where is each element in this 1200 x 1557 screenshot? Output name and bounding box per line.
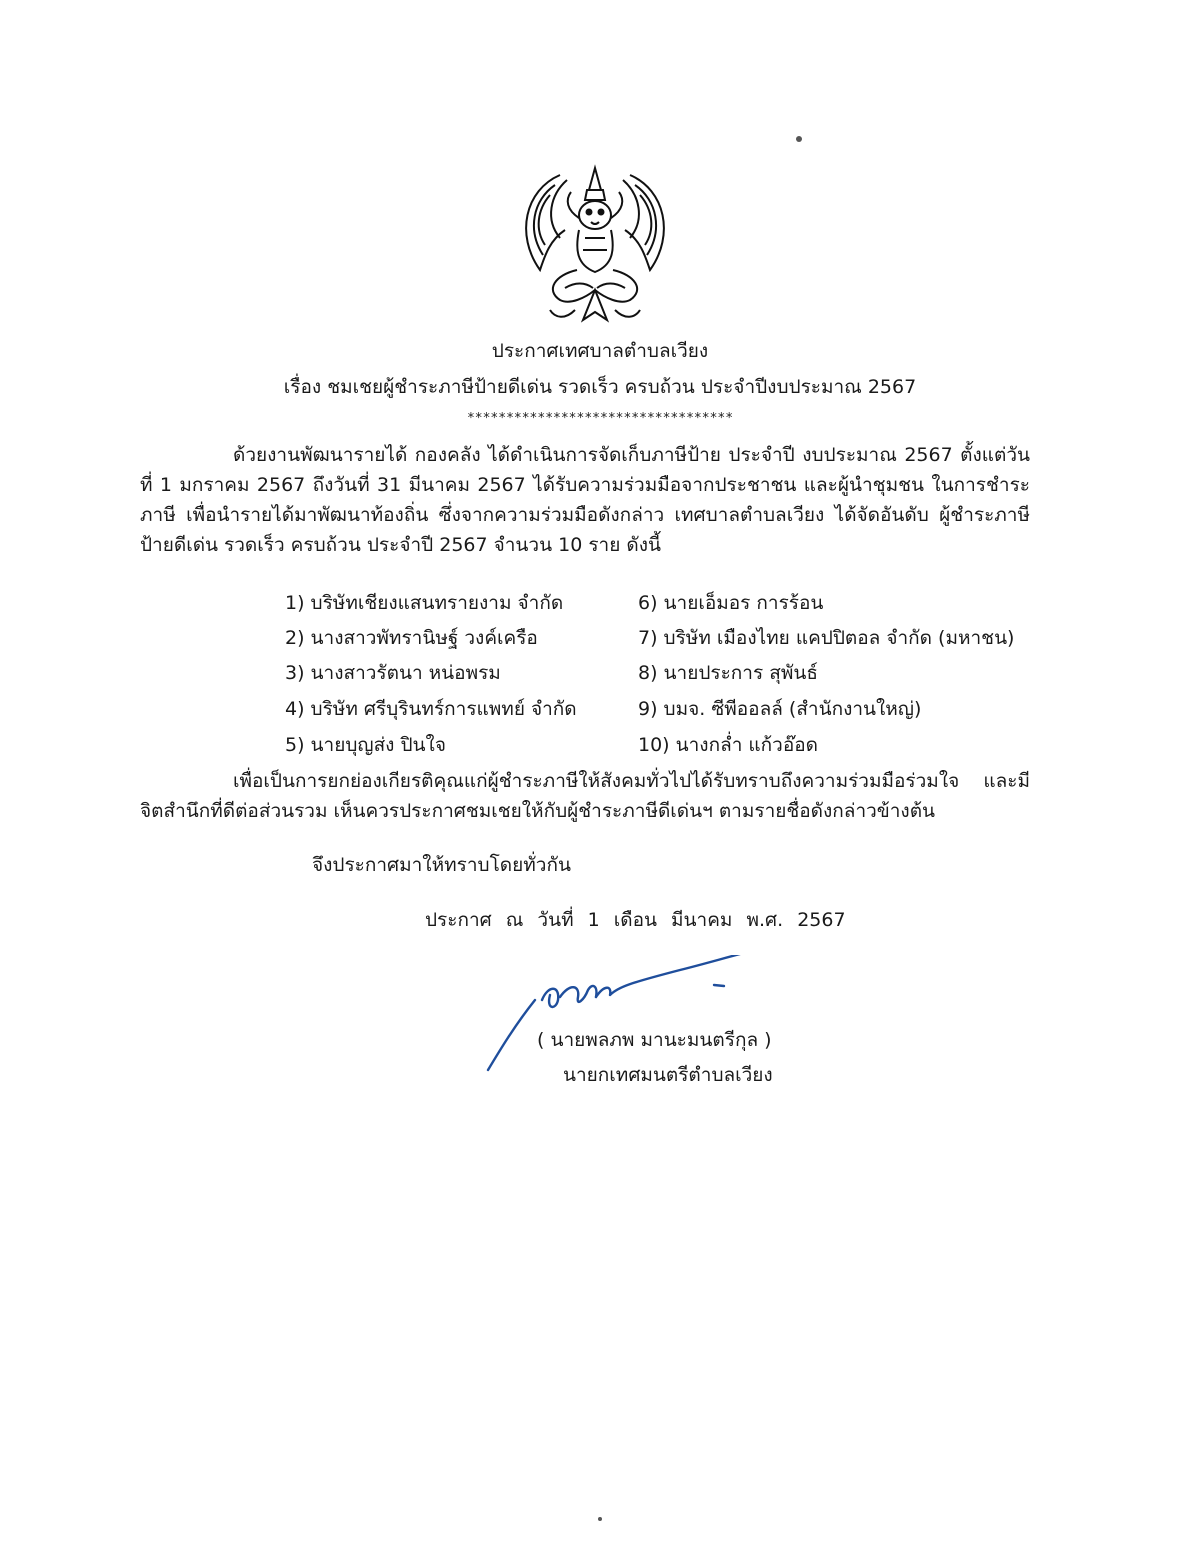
list-item: 1) บริษัทเชียงแสนทรายงาม จำกัด: [285, 592, 564, 614]
list-item: 7) บริษัท เมืองไทย แคปปิตอล จำกัด (มหาชน): [638, 627, 1015, 649]
recognition-paragraph: เพื่อเป็นการยกย่องเกียรติคุณแก่ผู้ชำระภาษีให้สังคมทั่วไปได้รับทราบถึงความร่วมมือร่วมใจ และมีจิตสำนึกที่ดีต่อส่วนรวม เห็นควรประกาศชมเชยให้กับผู้ชำระภาษีดีเด่นฯ ตามรายชื่อดังกล่าวข้างต้น: [140, 770, 1030, 822]
list-item: 10) นางกล่ำ แก้วอ๊อด: [638, 734, 818, 756]
list-item: 5) นายบุญส่ง ปินใจ: [285, 734, 446, 756]
list-item: 2) นางสาวพัทรานิษฐ์ วงค์เครือ: [285, 627, 538, 649]
list-item: 6) นายเอ็มอร การร้อน: [638, 592, 824, 614]
scan-speck: [796, 136, 802, 142]
scan-speck: [598, 1517, 602, 1521]
list-item: 9) บมจ. ซีพีออลล์ (สำนักงานใหญ่): [638, 698, 922, 720]
list-item: 3) นางสาวรัตนา หน่อพรม: [285, 662, 501, 684]
announcement-date: ประกาศ ณ วันที่ 1 เดือน มีนาคม พ.ศ. 2567: [425, 909, 846, 931]
signatory-name: ( นายพลภพ มานะมนตรีกุล ): [537, 1029, 772, 1051]
list-item: 8) นายประการ สุพันธ์: [638, 662, 818, 684]
intro-paragraph: ด้วยงานพัฒนารายได้ กองคลัง ได้ดำเนินการจัดเก็บภาษีป้าย ประจำปี งบประมาณ 2567 ตั้งแต่วันที่ 1 มกราคม 2567 ถึงวันที่ 31 มีนาคม 2567 ได้รับความร่วมมือจากประชาชน และผู้นำชุมชน ในการชำระภาษี เพื่อนำรายได้มาพัฒนาท้องถิ่น ซึ่งจากความร่วมมือดังกล่าว เทศบาลตำบลเวียง ได้จัดอันดับ ผู้ชำระภาษีป้ายดีเด่น รวดเร็ว ครบถ้วน ประจำปี 2567 จำนวน 10 ราย ดังนี้: [140, 444, 1030, 556]
announcement-subject: เรื่อง ชมเชยผู้ชำระภาษีป้ายดีเด่น รวดเร็ว ครบถ้วน ประจำปีงบประมาณ 2567: [283, 376, 917, 398]
list-item: 4) บริษัท ศรีบุรินทร์การแพทย์ จำกัด: [285, 698, 577, 720]
garuda-emblem-icon: [505, 160, 685, 340]
closing-statement: จึงประกาศมาให้ทราบโดยทั่วกัน: [312, 854, 571, 876]
signatory-position: นายกเทศมนตรีตำบลเวียง: [563, 1064, 773, 1086]
title-separator: **********************************: [466, 411, 734, 426]
announcement-title: ประกาศเทศบาลตำบลเวียง: [491, 340, 709, 362]
